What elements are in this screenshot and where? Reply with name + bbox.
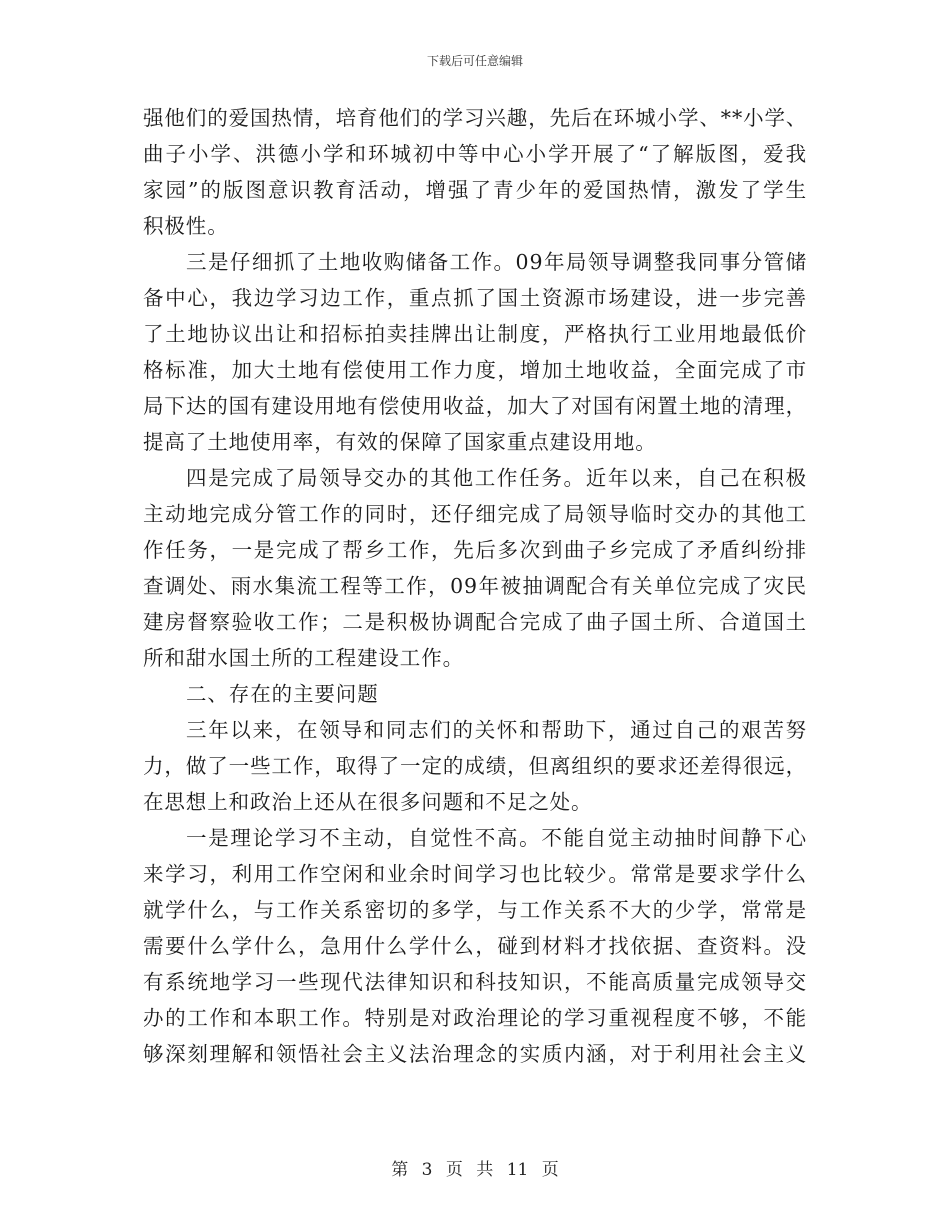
text-line: 了土地协议出让和招标拍卖挂牌出让制度，严格执行工业用地最低价 (143, 322, 807, 346)
text-line: 强他们的爱国热情，培育他们的学习兴趣，先后在环城小学、**小学、 (143, 106, 808, 130)
text-line: 作任务，一是完成了帮乡工作，先后多次到曲子乡完成了矛盾纠纷排 (143, 538, 807, 562)
text-line: 四是完成了局领导交办的其他工作任务。近年以来，自己在积极 (186, 466, 807, 490)
text-line: 备中心，我边学习边工作，重点抓了国土资源市场建设，进一步完善 (143, 286, 807, 310)
text-line: 一是理论学习不主动，自觉性不高。不能自觉主动抽时间静下心 (186, 826, 807, 850)
text-line: 办的工作和本职工作。特别是对政治理论的学习重视程度不够，不能 (143, 1006, 807, 1030)
page-number-footer: 第 3 页 共 11 页 (391, 1160, 559, 1180)
text-line: 建房督察验收工作；二是积极协调配合完成了曲子国土所、合道国土 (143, 610, 807, 634)
page-header-note: 下载后可任意编辑 (426, 54, 523, 68)
text-line: 三是仔细抓了土地收购储备工作。09年局领导调整我同事分管储 (186, 250, 807, 274)
text-line: 格标准，加大土地有偿使用工作力度，增加土地收益，全面完成了市 (143, 358, 807, 382)
text-line: 曲子小学、洪德小学和环城初中等中心小学开展了“了解版图，爱我 (143, 142, 807, 166)
document-body (143, 100, 807, 1072)
text-line: 就学什么，与工作关系密切的多学，与工作关系不大的少学，常常是 (143, 898, 807, 922)
text-line: 来学习，利用工作空闲和业余时间学习也比较少。常常是要求学什么 (143, 862, 807, 886)
text-line: 力，做了一些工作，取得了一定的成绩，但离组织的要求还差得很远， (143, 754, 807, 778)
text-line: 家园”的版图意识教育活动，增强了青少年的爱国热情，激发了学生 (143, 178, 807, 202)
text-line: 所和甜水国土所的工程建设工作。 (143, 646, 464, 670)
text-line: 主动地完成分管工作的同时，还仔细完成了局领导临时交办的其他工 (143, 502, 807, 526)
text-line: 查调处、雨水集流工程等工作，09年被抽调配合有关单位完成了灾民 (143, 574, 807, 598)
text-line: 有系统地学习一些现代法律知识和科技知识，不能高质量完成领导交 (143, 970, 807, 994)
text-line: 在思想上和政治上还从在很多问题和不足之处。 (143, 790, 593, 814)
text-line: 局下达的国有建设用地有偿使用收益，加大了对国有闲置土地的清理， (143, 394, 807, 418)
text-line: 提高了土地使用率，有效的保障了国家重点建设用地。 (143, 430, 657, 454)
section-heading: 二、存在的主要问题 (186, 682, 379, 706)
text-line: 够深刻理解和领悟社会主义法治理念的实质内涵，对于利用社会主义 (143, 1042, 807, 1066)
text-line: 积极性。 (143, 214, 229, 238)
text-line: 三年以来，在领导和同志们的关怀和帮助下，通过自己的艰苦努 (186, 718, 807, 742)
text-line: 需要什么学什么，急用什么学什么，碰到材料才找依据、查资料。没 (143, 934, 807, 958)
